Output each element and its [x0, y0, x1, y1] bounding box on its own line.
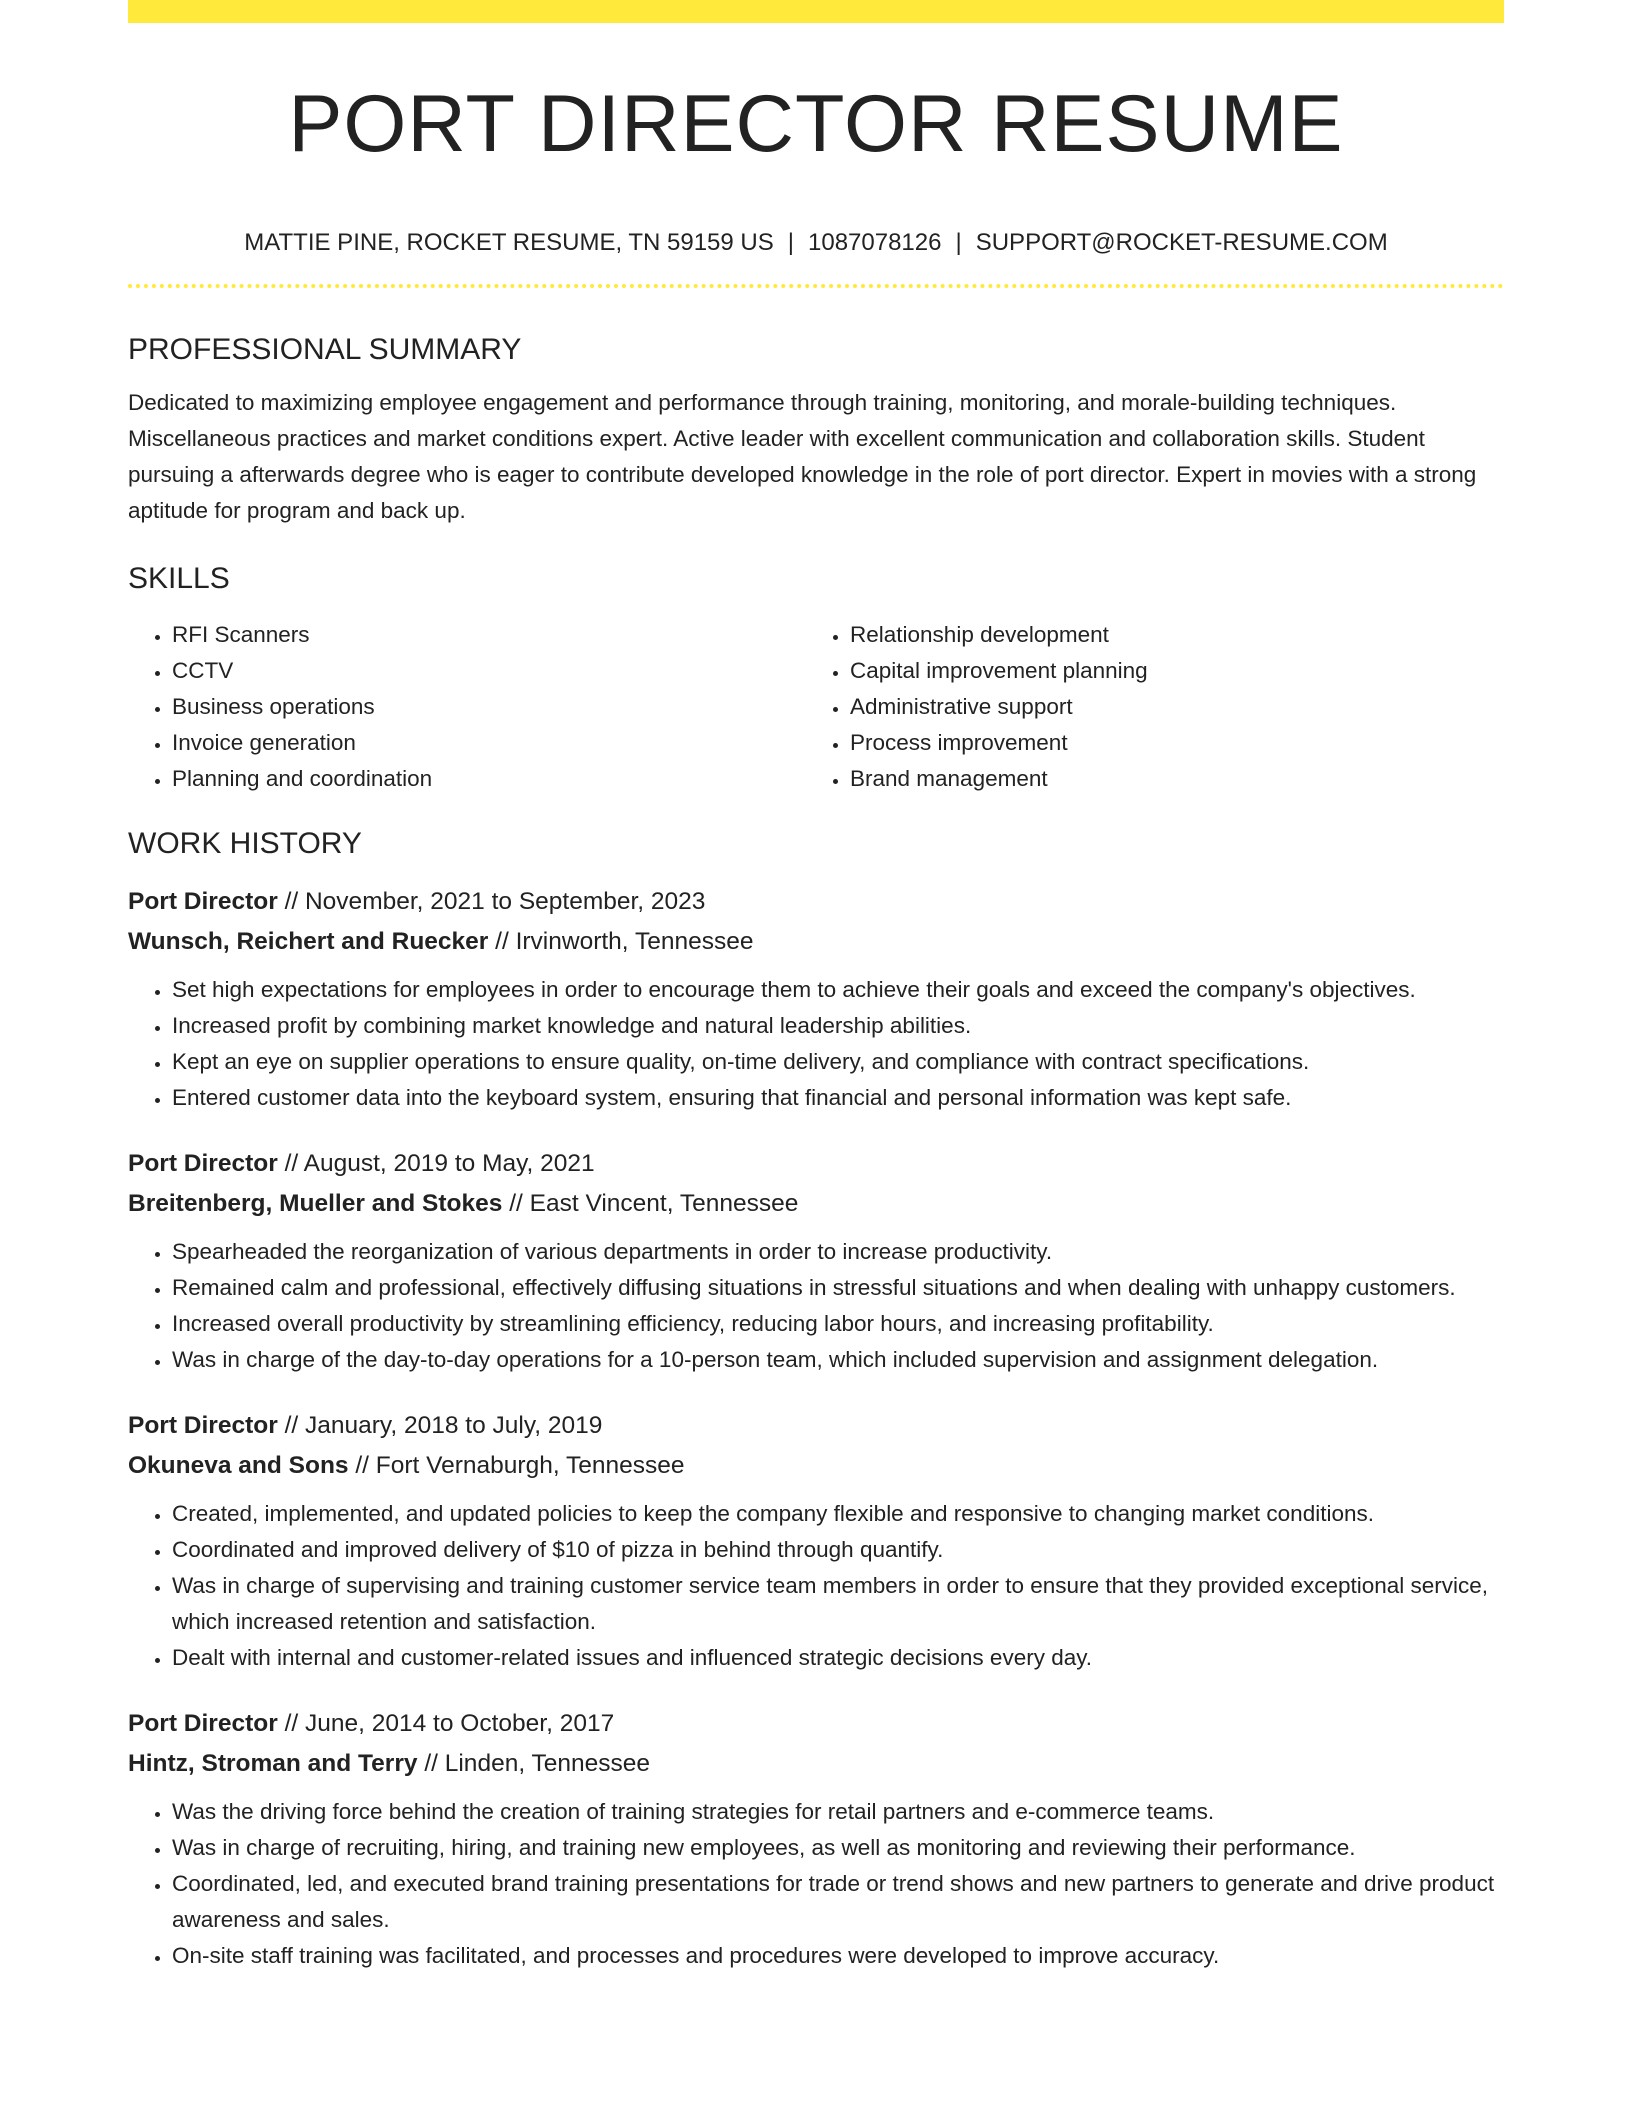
job-company-line — [128, 1744, 1504, 1784]
job-bullet: • Dealt with internal and customer-related issues and influenced strategic decisions every day. — [172, 1640, 1504, 1676]
job-dates: // August, 2019 to May, 2021 — [277, 1150, 595, 1177]
job-bullet: • Set high expectations for employees in order to encourage them to achieve their goals and exceed the company's objectives. — [172, 972, 1504, 1008]
job-company: Wunsch, Reichert and Ruecker — [128, 928, 489, 955]
job-bullet: • Entered customer data into the keyboard system, ensuring that financial and personal information was kept safe. — [172, 1080, 1504, 1116]
contact-phone: 1087078126 — [808, 229, 942, 256]
job-bullet: • Was the driving force behind the creation of training strategies for retail partners and e-commerce teams. — [172, 1794, 1504, 1830]
job-bullet: • Was in charge of recruiting, hiring, and training new employees, as well as monitoring and reviewing their performance. — [172, 1830, 1504, 1866]
job-location: // Irvinworth, Tennessee — [488, 928, 754, 955]
job-bullet: • Coordinated, led, and executed brand training presentations for trade or trend shows and new partners to generate and drive product awareness and sales. — [172, 1866, 1504, 1938]
skill-item: • RFI Scanners — [172, 617, 806, 653]
dotted-divider — [128, 284, 1504, 288]
job-company-line — [128, 1184, 1504, 1224]
skill-item: • Business operations — [172, 689, 806, 725]
job-dates: // November, 2021 to September, 2023 — [277, 888, 706, 915]
job-bullet: • On-site staff training was facilitated, and processes and procedures were developed to improve accuracy. — [172, 1938, 1504, 1974]
skill-item: • CCTV — [172, 653, 806, 689]
job-company: Hintz, Stroman and Terry — [128, 1750, 418, 1777]
skill-item: • Planning and coordination — [172, 761, 806, 797]
job-bullet: • Created, implemented, and updated policies to keep the company flexible and responsive to changing market conditions. — [172, 1496, 1504, 1532]
job-bullet: • Spearheaded the reorganization of various departments in order to increase productivity. — [172, 1234, 1504, 1270]
job-location: // Fort Vernaburgh, Tennessee — [348, 1452, 685, 1479]
skill-item: • Administrative support — [850, 689, 1484, 725]
job-entry — [128, 1144, 1504, 1378]
job-title: Port Director — [128, 1710, 278, 1737]
skills-list-right — [806, 617, 1484, 797]
resume-title: PORT DIRECTOR RESUME — [288, 79, 1344, 169]
job-company-line — [128, 1446, 1504, 1486]
summary-heading: PROFESSIONAL SUMMARY — [128, 333, 522, 366]
skills-columns — [128, 617, 1504, 797]
skills-heading: SKILLS — [128, 562, 230, 595]
job-entry — [128, 1406, 1504, 1676]
job-location: // Linden, Tennessee — [417, 1750, 650, 1777]
contact-email: SUPPORT@ROCKET-RESUME.COM — [975, 229, 1388, 256]
job-bullets — [128, 1496, 1504, 1676]
job-company-line — [128, 922, 1504, 962]
job-bullet: • Coordinated and improved delivery of $10 of pizza in behind through quantify. — [172, 1532, 1504, 1568]
job-title: Port Director — [128, 1150, 278, 1177]
job-bullet: • Increased overall productivity by streamlining efficiency, reducing labor hours, and increasing profitability. — [172, 1306, 1504, 1342]
job-entry — [128, 882, 1504, 1116]
job-bullet: • Kept an eye on supplier operations to ensure quality, on-time delivery, and compliance with contract specifications. — [172, 1044, 1504, 1080]
skill-item: • Relationship development — [850, 617, 1484, 653]
job-dates: // June, 2014 to October, 2017 — [277, 1710, 615, 1737]
job-title-line — [128, 1406, 1504, 1446]
contact-line — [128, 229, 1504, 257]
job-entry — [128, 1704, 1504, 1974]
contact-separator: | — [787, 229, 794, 256]
skills-list-left — [128, 617, 806, 797]
job-title-line — [128, 882, 1504, 922]
job-bullet: • Remained calm and professional, effectively diffusing situations in stressful situations and when dealing with unhappy customers. — [172, 1270, 1504, 1306]
job-title-line — [128, 1704, 1504, 1744]
job-bullet: • Increased profit by combining market knowledge and natural leadership abilities. — [172, 1008, 1504, 1044]
job-company: Breitenberg, Mueller and Stokes — [128, 1190, 503, 1217]
resume-page — [128, 0, 1504, 1974]
job-bullets — [128, 972, 1504, 1116]
job-location: // East Vincent, Tennessee — [502, 1190, 799, 1217]
contact-separator: | — [955, 229, 962, 256]
job-bullet: • Was in charge of the day-to-day operations for a 10-person team, which included supervision and assignment delegation. — [172, 1342, 1504, 1378]
job-bullet: • Was in charge of supervising and training customer service team members in order to ensure that they provided exceptional service, which increased retention and satisfaction. — [172, 1568, 1504, 1640]
job-company: Okuneva and Sons — [128, 1452, 349, 1479]
accent-bar — [128, 0, 1504, 23]
summary-text: Dedicated to maximizing employee engagement and performance through training, monitoring, and morale-building techniques. Miscellaneous practices and market conditions expert. Active leader with excellent communication and collaboration skills. Student pursuing a afterwards degree who is eager to contribute developed knowledge in the role of port director. Expert in movies with a strong aptitude for program and back up. — [128, 390, 1477, 523]
contact-address: MATTIE PINE, ROCKET RESUME, TN 59159 US — [244, 229, 774, 256]
skill-item: • Brand management — [850, 761, 1484, 797]
job-title-line — [128, 1144, 1504, 1184]
job-title: Port Director — [128, 888, 278, 915]
skill-item: • Invoice generation — [172, 725, 806, 761]
job-bullets — [128, 1234, 1504, 1378]
job-title: Port Director — [128, 1412, 278, 1439]
skill-item: • Capital improvement planning — [850, 653, 1484, 689]
skill-item: • Process improvement — [850, 725, 1484, 761]
work-history-heading: WORK HISTORY — [128, 827, 362, 860]
job-dates: // January, 2018 to July, 2019 — [277, 1412, 603, 1439]
job-bullets — [128, 1794, 1504, 1974]
